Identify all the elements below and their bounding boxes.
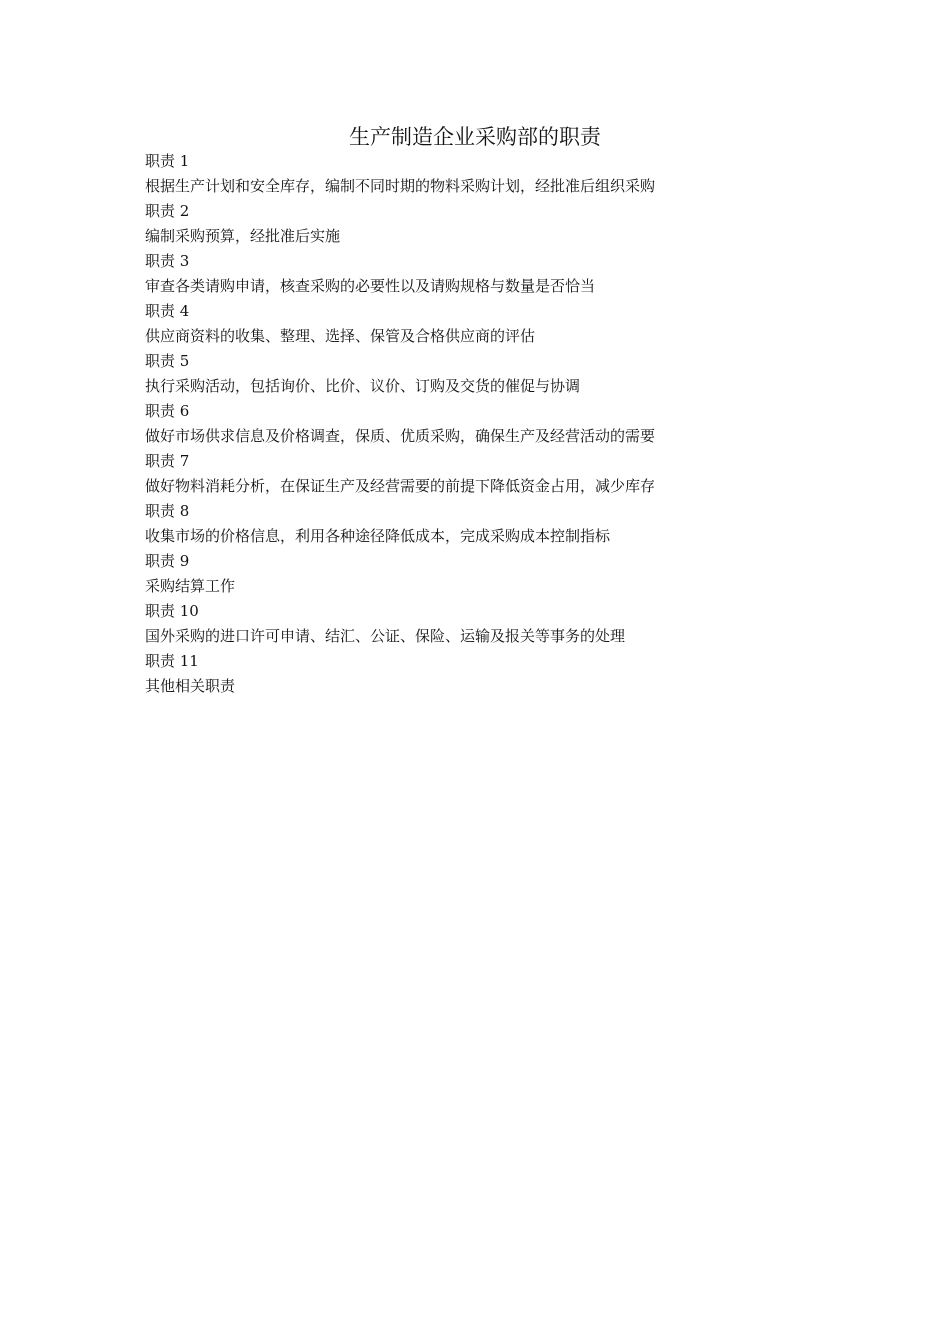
duty-heading: 职责 2: [145, 202, 190, 220]
duty-item: [145, 449, 825, 499]
duty-item: [145, 649, 825, 699]
duty-text: 做好市场供求信息及价格调查，保质、优质采购，确保生产及经营活动的需要: [145, 427, 656, 445]
duty-heading: 职责 3: [145, 252, 190, 270]
duty-heading: 职责 9: [145, 552, 190, 570]
duty-heading: 职责 5: [145, 352, 190, 370]
duty-text: 采购结算工作: [145, 577, 236, 595]
duty-heading: 职责 10: [145, 602, 199, 620]
duty-text: 收集市场的价格信息，利用各种途径降低成本，完成采购成本控制指标: [145, 527, 611, 545]
duty-item: [145, 299, 825, 349]
duty-item: [145, 599, 825, 649]
duty-text: 根据生产计划和安全库存，编制不同时期的物料采购计划，经批准后组织采购: [145, 177, 656, 195]
duty-text: 做好物料消耗分析，在保证生产及经营需要的前提下降低资金占用，减少库存: [145, 477, 656, 495]
duty-item: [145, 349, 825, 399]
duty-text: 供应商资料的收集、整理、选择、保管及合格供应商的评估: [145, 327, 536, 345]
duty-item: [145, 549, 825, 599]
duty-text: 执行采购活动，包括询价、比价、议价、订购及交货的催促与协调: [145, 377, 581, 395]
duty-text: 国外采购的进口许可申请、结汇、公证、保险、运输及报关等事务的处理: [145, 627, 626, 645]
document-title: 生产制造企业采购部的职责: [349, 125, 601, 149]
duty-heading: 职责 7: [145, 452, 190, 470]
duty-heading: 职责 8: [145, 502, 190, 520]
duty-heading: 职责 1: [145, 152, 190, 170]
duty-heading: 职责 4: [145, 302, 190, 320]
duty-text: 编制采购预算，经批准后实施: [145, 227, 341, 245]
duty-item: [145, 149, 825, 199]
duty-heading: 职责 6: [145, 402, 190, 420]
duty-item: [145, 499, 825, 549]
duty-text: 审查各类请购申请，核查采购的必要性以及请购规格与数量是否恰当: [145, 277, 596, 295]
duty-text: 其他相关职责: [145, 677, 236, 695]
duties-list: [145, 149, 825, 699]
duty-item: [145, 199, 825, 249]
duty-item: [145, 249, 825, 299]
duty-item: [145, 399, 825, 449]
duty-heading: 职责 11: [145, 652, 199, 670]
